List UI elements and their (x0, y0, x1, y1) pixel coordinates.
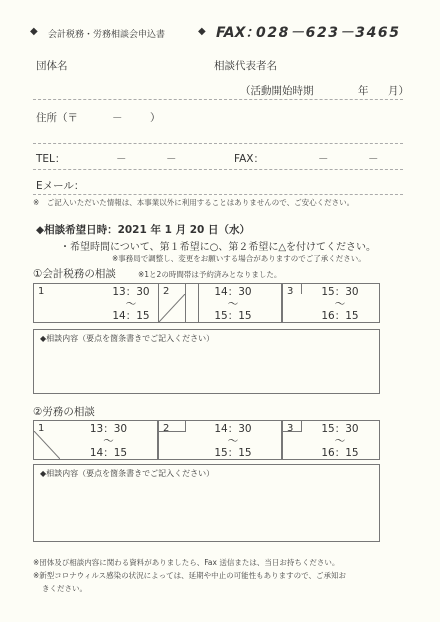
section2-consult-box[interactable] (33, 464, 380, 542)
slot-start: 15：30 (321, 286, 359, 298)
postal-close: ） (150, 112, 161, 124)
fax-field-label: FAX： (234, 153, 264, 165)
section1-box-label: ◆相談内容（要点を箇条書きでご記入ください） (40, 334, 215, 343)
section2-title: ②労務の相談 (33, 406, 95, 418)
slot-start: 13：30 (112, 286, 150, 298)
slot-end: 16：15 (321, 310, 359, 322)
section1-title: ①会計税務の相談 (33, 268, 116, 280)
fax-label: FAX： (216, 25, 260, 41)
slot-start: 14：30 (214, 423, 252, 435)
tel-field[interactable] (72, 149, 222, 165)
fax-dash: － (318, 153, 329, 165)
address-label: 住所（〒 (36, 112, 78, 124)
activity-start-label: （活動開始時期 (240, 85, 314, 97)
diagonal-mark (34, 431, 60, 459)
tel-label: TEL： (36, 153, 66, 165)
slot-end: 15：15 (214, 447, 252, 459)
representative-name-field[interactable] (290, 56, 410, 72)
privacy-note: ※ ご記入いただいた情報は、本事業以外に利用することはありませんので、ご安心ください。 (33, 198, 355, 207)
slot-end: 14：15 (89, 447, 128, 459)
time-slot-1[interactable]: 1 13：30 ～ 14：15 (34, 284, 199, 322)
footer-note-2: ※新型コロナウィルス感染の状況によっては、延期や中止の可能性もありますので、ご承知お (33, 571, 346, 580)
postal-dash: － (112, 112, 123, 124)
time-slot-3[interactable]: 3 15：30 ～ 16：15 (282, 284, 379, 322)
slot-start: 15：30 (321, 423, 359, 435)
header (30, 22, 420, 44)
header-bullet-icon: ◆ (30, 26, 38, 37)
tel-dash: － (116, 153, 127, 165)
diagonal-mark (159, 294, 185, 322)
fax-field[interactable] (270, 149, 400, 165)
divider (33, 194, 403, 195)
slot-tilde: ～ (227, 298, 239, 310)
section1-note: ※1と2の時間帯は予約済みとなりました。 (138, 270, 282, 279)
section2-box-label: ◆相談内容（要点を箇条書きでご記入ください） (40, 469, 215, 478)
representative-label: 相談代表者名 (214, 60, 277, 72)
section2-slots (33, 420, 380, 460)
time-slot-2[interactable]: 2 14：30 ～ 15：15 (158, 421, 282, 459)
slot-tilde: ～ (227, 435, 239, 447)
time-slot-1[interactable]: 1 13：30 ～ 14：15 (34, 421, 158, 459)
org-name-label: 団体名 (36, 60, 68, 72)
address-field[interactable] (33, 108, 403, 138)
footer-note-1: ※団体及び相談内容に関わる資料がありましたら、Fax 送信または、当日お持ちください。 (33, 558, 340, 567)
schedule-title: ◆相談希望日時：2021 年 1 月 20 日（水） (36, 224, 250, 236)
fax-number: 028－623－3465 (256, 25, 401, 41)
divider (33, 99, 403, 100)
footer-note-3: きください。 (42, 584, 87, 593)
slot-tilde: ～ (334, 298, 346, 310)
section1-slots (33, 283, 380, 323)
org-name-field[interactable] (75, 56, 205, 92)
divider (33, 169, 403, 170)
slot-end: 15：15 (214, 310, 252, 322)
section1-consult-box[interactable] (33, 329, 380, 394)
divider (33, 143, 403, 144)
tel-dash: － (166, 153, 177, 165)
fax-dash: － (368, 153, 379, 165)
time-slot-2[interactable]: 2 14：30 ～ 15：15 (158, 284, 282, 322)
slot-tilde: ～ (103, 435, 114, 447)
slot-start: 14：30 (214, 286, 252, 298)
slot-start: 13：30 (89, 423, 128, 435)
header-bullet-icon: ◆ (198, 26, 206, 37)
email-field[interactable] (90, 176, 400, 192)
slot-end: 14：15 (112, 310, 150, 322)
form-title: 会計税務・労務相談会申込書 (48, 30, 166, 40)
time-slot-3[interactable]: 3 15：30 ～ 16：15 (282, 421, 379, 459)
slot-end: 16：15 (321, 447, 359, 459)
activity-month-label: 月） (388, 85, 409, 97)
slot-tilde: ～ (125, 298, 137, 310)
activity-year-label: 年 (358, 85, 369, 97)
email-label: Eメール： (36, 180, 85, 192)
schedule-instruction: ・希望時間について、第１希望に○、第２希望に△を付けてください。 (60, 242, 377, 253)
schedule-note: ※事務局で調整し、変更をお願いする場合がありますのでご了承ください。 (112, 254, 366, 263)
slot-tilde: ～ (334, 435, 346, 447)
